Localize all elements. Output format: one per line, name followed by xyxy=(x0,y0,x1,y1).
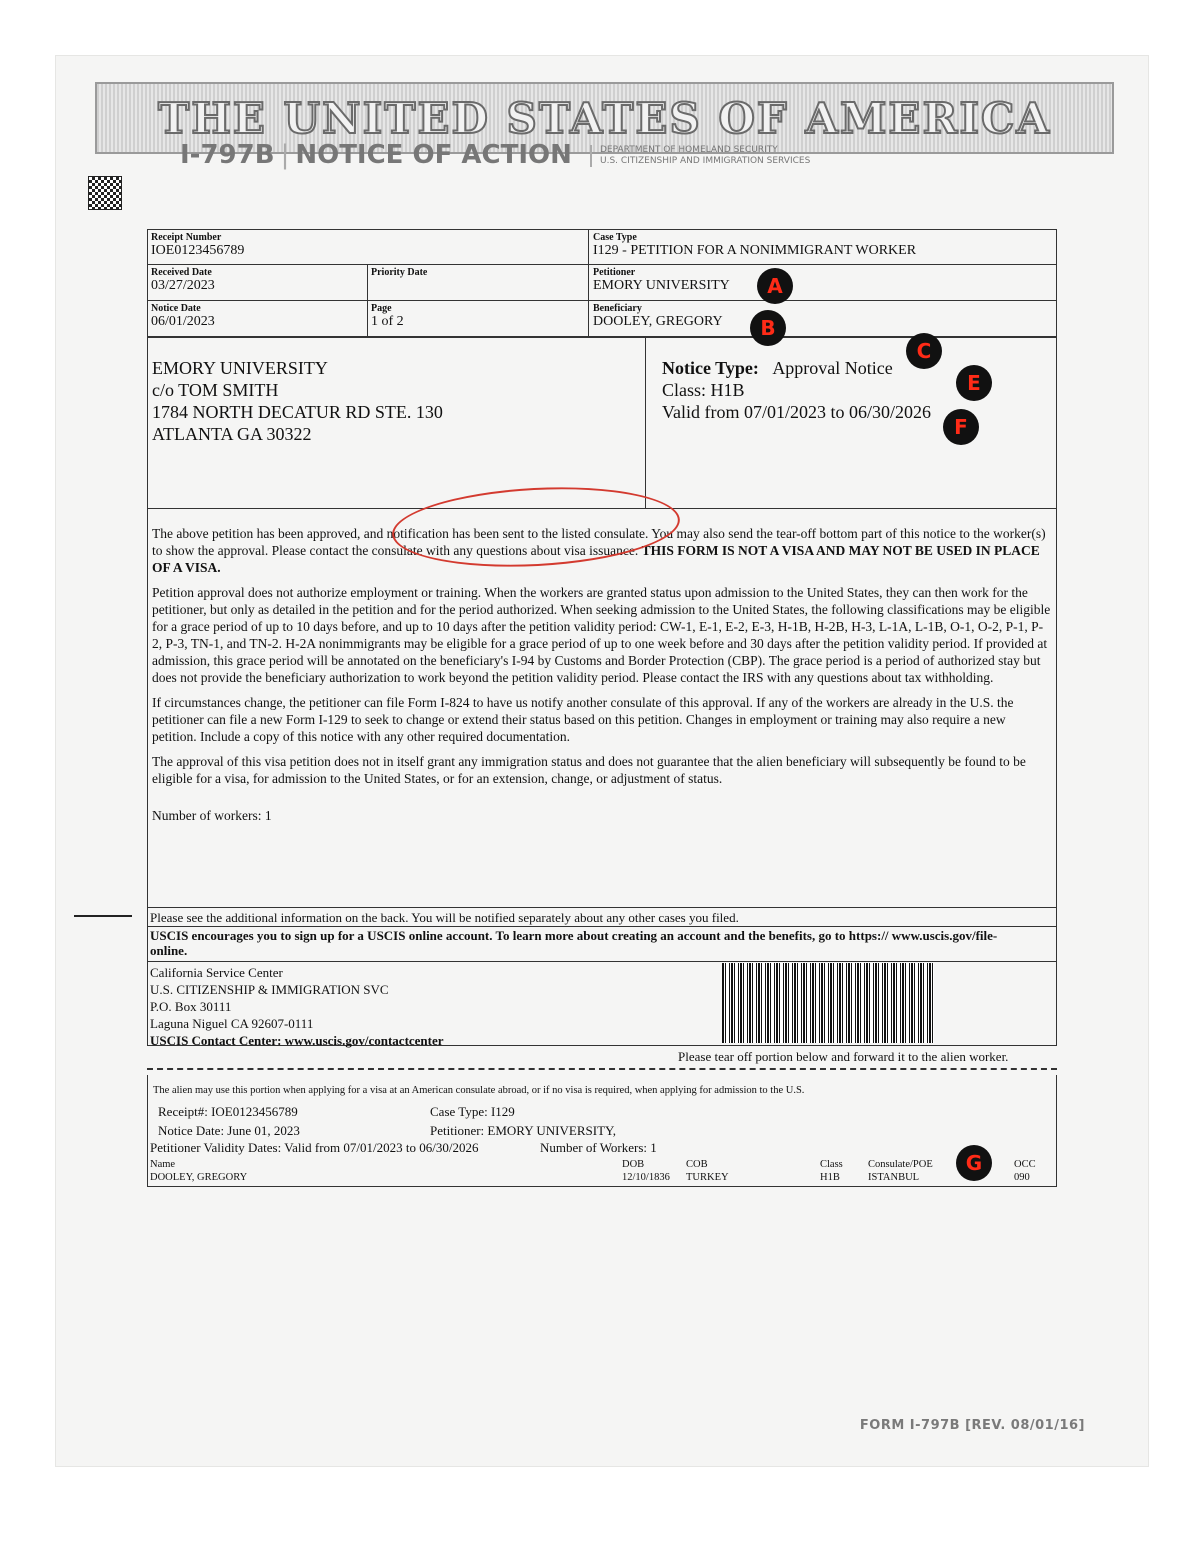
marker-c: C xyxy=(906,333,942,369)
notice-type-block xyxy=(662,357,931,423)
tear-off-class: H1B xyxy=(820,1172,840,1183)
case-type: I129 - PETITION FOR A NONIMMIGRANT WORKER xyxy=(593,243,917,258)
tear-off-occ: 090 xyxy=(1014,1172,1030,1183)
tear-off-name-label: Name xyxy=(150,1159,176,1170)
service-center-address xyxy=(150,964,444,1049)
beneficiary: DOOLEY, GREGORY xyxy=(593,314,723,329)
barcode-icon xyxy=(722,963,934,1043)
notice-type-label: Notice Type: xyxy=(662,358,759,378)
tear-off-cob: TURKEY xyxy=(686,1172,729,1183)
service-center-line-2: U.S. CITIZENSHIP & IMMIGRATION SVC xyxy=(150,982,389,997)
notice-body-text xyxy=(152,525,1052,832)
petitioner-label: Petitioner xyxy=(593,267,636,278)
notice-class: Class: H1B xyxy=(662,380,745,400)
tear-off-line xyxy=(147,1068,1057,1070)
priority-date-cell xyxy=(371,267,427,278)
form-title-text: NOTICE OF ACTION xyxy=(295,140,572,170)
notice-date-cell xyxy=(151,303,215,330)
page-cell xyxy=(371,303,404,330)
beneficiary-label: Beneficiary xyxy=(593,303,642,314)
tear-off-dob-label: DOB xyxy=(622,1159,645,1170)
address-line-3: 1784 NORTH DECATUR RD STE. 130 xyxy=(152,402,443,422)
tear-off-name: DOOLEY, GREGORY xyxy=(150,1172,248,1183)
service-center-line-1: California Service Center xyxy=(150,965,283,980)
page-label: Page xyxy=(371,303,392,314)
qr-code-icon xyxy=(88,176,122,210)
marker-a: A xyxy=(757,268,793,304)
receipt-number-cell xyxy=(151,232,244,259)
receipt-number: IOE0123456789 xyxy=(151,243,245,258)
marker-f: F xyxy=(943,409,979,445)
notice-date: 06/01/2023 xyxy=(151,314,215,329)
tear-off-case-type: Case Type: I129 xyxy=(430,1104,515,1119)
dept-line-1: DEPARTMENT OF HOMELAND SECURITY xyxy=(600,145,778,155)
tear-off-consulate-label: Consulate/POE xyxy=(868,1159,933,1170)
tear-off-cob-label: COB xyxy=(686,1159,708,1170)
petitioner-cell xyxy=(593,267,730,294)
banner-text: THE UNITED STATES OF AMERICA xyxy=(157,93,1052,143)
tear-off-intro: The alien may use this portion when applying for a visa at an American consulate abroad, or if no visa is required, when applying for admission to the U.S. xyxy=(153,1085,805,1096)
notice-type-value: Approval Notice xyxy=(772,358,893,378)
tear-off-validity: Petitioner Validity Dates: Valid from 07/01/2023 to 06/30/2026 xyxy=(150,1140,479,1155)
form-title: I-797B | NOTICE OF ACTION xyxy=(180,140,572,170)
tear-off-notice-date: Notice Date: June 01, 2023 xyxy=(158,1123,300,1138)
paragraph-3: If circumstances change, the petitioner can file Form I-824 to have us notify another consulate of this approval. If any of the workers are already in the U.S. the petitioner can file a new Form I-129 to seek to change or extend their status based on this petition. Changes in employment or training may also require a new petition. Include a copy of this notice with any other required documentation. xyxy=(152,695,1014,744)
service-center-line-4: Laguna Niguel CA 92607-0111 xyxy=(150,1016,314,1031)
received-date-cell xyxy=(151,267,215,294)
number-of-workers: Number of workers: 1 xyxy=(152,808,272,823)
mailing-address xyxy=(152,357,443,445)
tear-off-class-label: Class xyxy=(820,1159,843,1170)
additional-info-text: Please see the additional information on the back. You will be notified separately about any other cases you filed. xyxy=(150,910,739,925)
tear-off-consulate: ISTANBUL xyxy=(868,1172,920,1183)
tear-off-instruction: Please tear off portion below and forward it to the alien worker. xyxy=(678,1049,1009,1064)
tear-off-receipt: Receipt#: IOE0123456789 xyxy=(158,1104,298,1119)
online-account-text: USCIS encourages you to sign up for a USCIS online account. To learn more about creating an account and the benefits, go to https:// www.uscis.gov/file-online. xyxy=(150,928,998,958)
page-number: 1 of 2 xyxy=(371,314,404,329)
notice-validity: Valid from 07/01/2023 to 06/30/2026 xyxy=(662,402,931,422)
notice-date-label: Notice Date xyxy=(151,303,201,314)
marker-b: B xyxy=(750,310,786,346)
not-a-visa-warning: THIS FORM IS NOT A VISA AND MAY NOT BE USED IN PLACE OF A VISA. xyxy=(152,543,1040,575)
tear-off-dob: 12/10/1836 xyxy=(622,1172,670,1183)
address-line-1: EMORY UNIVERSITY xyxy=(152,358,328,378)
paragraph-4: The approval of this visa petition does not in itself grant any immigration status and does not guarantee that the alien beneficiary will subsequently be found to be eligible for a visa, for admission to the United States, or for an extension, change, or adjustment of status. xyxy=(152,754,1026,786)
service-center-line-3: P.O. Box 30111 xyxy=(150,999,232,1014)
form-code: I-797B xyxy=(180,140,275,170)
form-number: FORM I-797B [REV. 08/01/16] xyxy=(859,1418,1085,1433)
tear-off-occ-label: OCC xyxy=(1014,1159,1036,1170)
case-type-label: Case Type xyxy=(593,232,637,243)
petitioner: EMORY UNIVERSITY xyxy=(593,278,730,293)
contact-center: USCIS Contact Center: www.uscis.gov/contactcenter xyxy=(150,1033,444,1048)
tear-off-petitioner: Petitioner: EMORY UNIVERSITY, xyxy=(430,1123,616,1138)
received-date-label: Received Date xyxy=(151,267,212,278)
paragraph-2: Petition approval does not authorize employment or training. When the workers are granted status upon admission to the United States, they can then work for the petitioner, but only as detailed in the petition and for the period authorized. When seeking admission to the United States, the following classifications may be eligible for a grace period of up to 10 days before, and up to 10 days after the petition validity period: CW-1, E-1, E-2, E-3, H-1B, H-2B, H-3, L-1A, L-1B, O-1, O-2, P-1, P-2, P-3, TN-1, and TN-2. H-2A nonimmigrants may be eligible for a grace period of up to one week before and 30 days after the petition validity period. If provided at admission, this grace period will be annotated on the beneficiary's I-94 by Customs and Border Protection (CBP). The grace period is a period of authorized stay but does not provide the beneficiary authorization to work beyond the petition validity period. Please contact the IRS with any questions about tax withholding. xyxy=(152,585,1051,685)
paragraph-1: The above petition has been approved, and notification has been sent to the listed consulate. You may also send the tear-off bottom part of this notice to the worker(s) to show the approval. Please contact the consulate with any questions about visa issuance. THIS FORM IS NOT A VISA AND MAY NOT BE USED IN PLACE OF A VISA. xyxy=(152,526,1046,575)
margin-mark xyxy=(74,915,132,917)
tear-off-workers: Number of Workers: 1 xyxy=(540,1140,657,1155)
marker-e: E xyxy=(956,365,992,401)
receipt-number-label: Receipt Number xyxy=(151,232,222,243)
beneficiary-cell xyxy=(593,303,723,330)
marker-g: G xyxy=(956,1145,992,1181)
address-line-4: ATLANTA GA 30322 xyxy=(152,424,312,444)
dept-line-2: U.S. CITIZENSHIP AND IMMIGRATION SERVICES xyxy=(600,156,811,166)
priority-date-label: Priority Date xyxy=(371,267,428,278)
case-type-cell xyxy=(593,232,916,259)
department-label xyxy=(590,145,810,167)
address-line-2: c/o TOM SMITH xyxy=(152,380,279,400)
received-date: 03/27/2023 xyxy=(151,278,215,293)
